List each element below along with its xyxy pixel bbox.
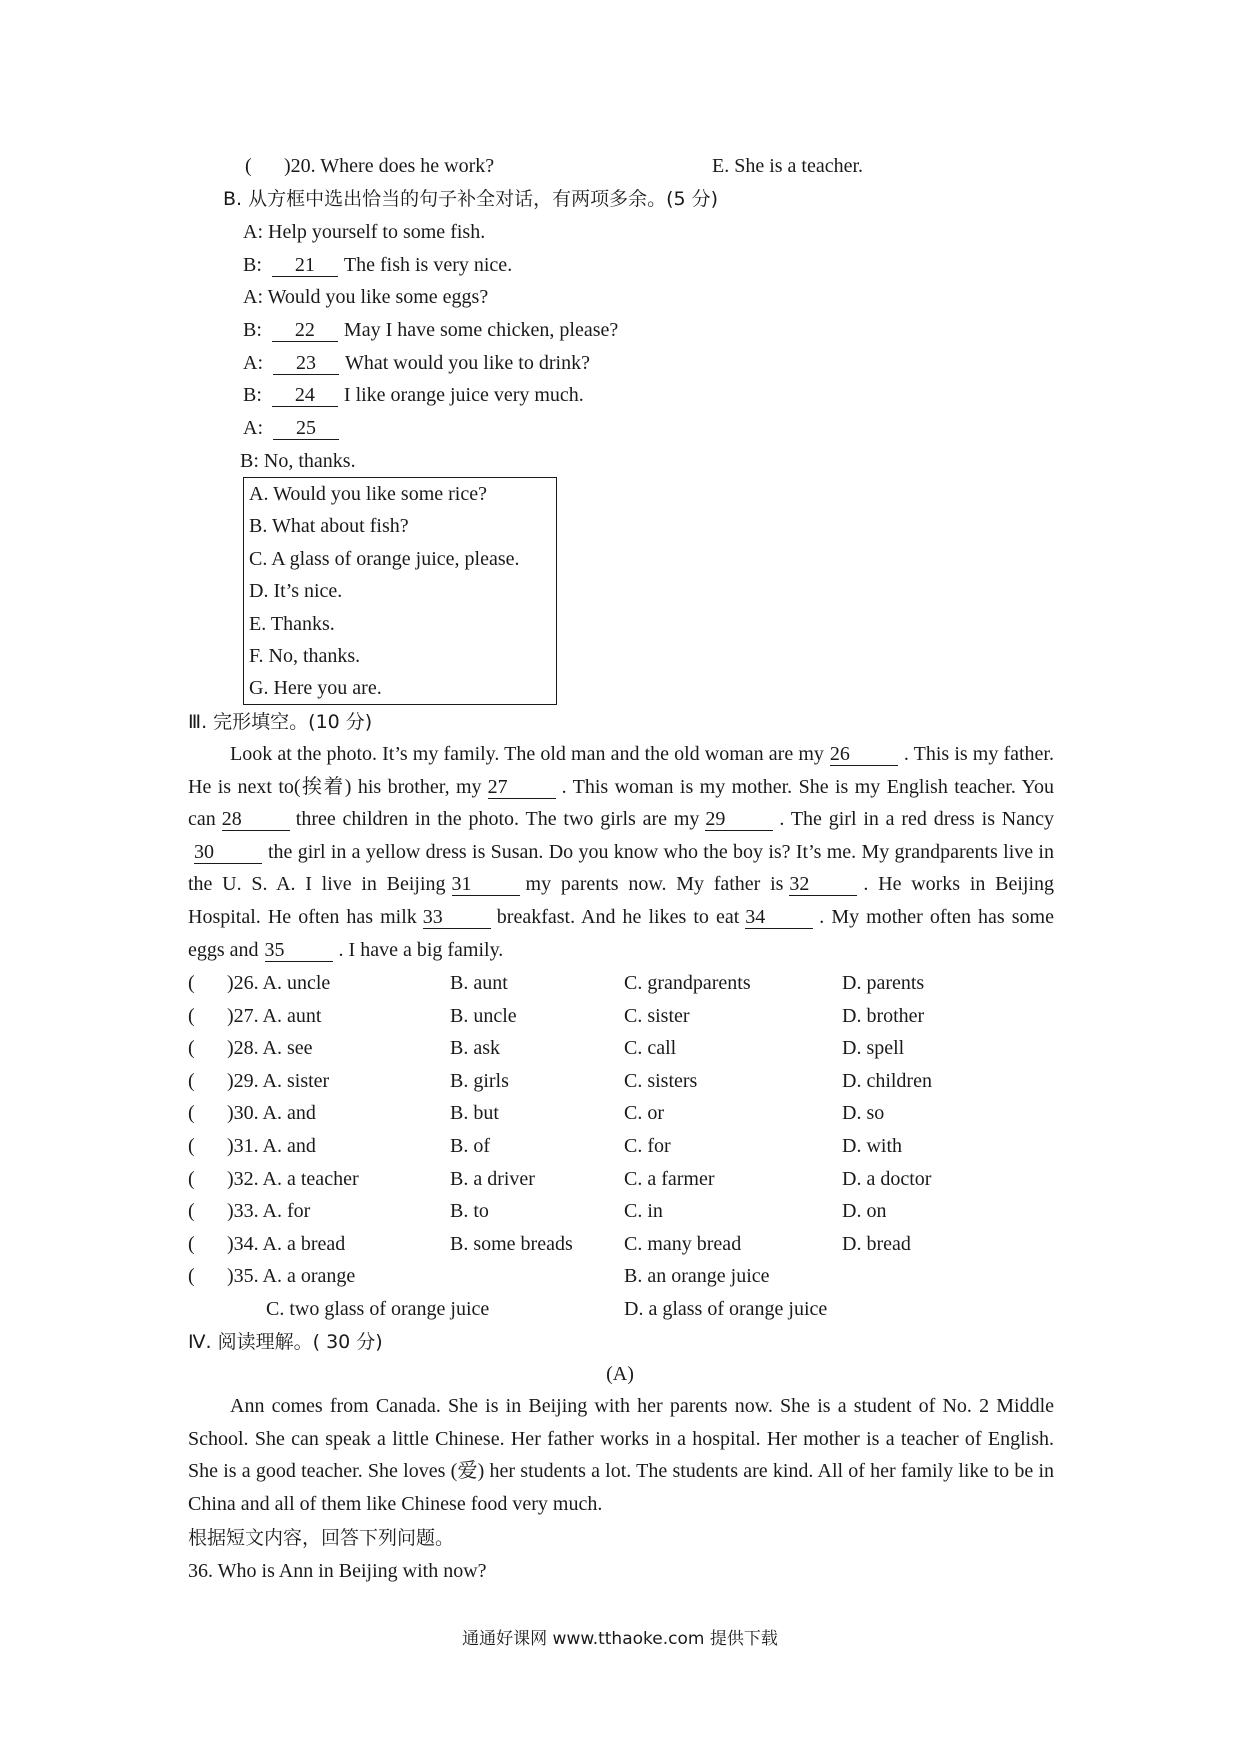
- option-b: B. of: [450, 1135, 490, 1157]
- option-a: )29. A. sister: [227, 1069, 330, 1092]
- dialogue-text: Would you like some eggs?: [267, 286, 489, 308]
- answer-paren: (: [188, 1069, 195, 1092]
- answer-blank[interactable]: 23: [273, 352, 339, 375]
- section-b-title: B. 从方框中选出恰当的句子补全对话，有两项多余。(5 分): [223, 188, 719, 210]
- dialogue-speaker: B:: [243, 384, 262, 406]
- cloze-text: breakfast. And he likes to eat: [496, 905, 740, 928]
- cloze-question-row: [0, 1000, 1240, 1033]
- cloze-blank[interactable]: 31: [452, 873, 520, 896]
- cloze-text: . I have a big family.: [338, 938, 504, 961]
- answer-paren: (: [188, 1167, 195, 1190]
- option-c: C. or: [624, 1102, 664, 1125]
- dialogue-speaker: B:: [240, 450, 259, 472]
- option-d: D. on: [842, 1200, 887, 1223]
- cloze-blank[interactable]: 35: [265, 939, 333, 962]
- dialogue-text: I like orange juice very much.: [343, 384, 584, 406]
- dialogue-text: May I have some chicken, please?: [343, 319, 619, 341]
- dialogue-speaker: A:: [243, 286, 263, 308]
- cloze-text: three children in the photo. The two girls are my: [295, 808, 700, 831]
- dialogue-line: [243, 249, 512, 282]
- q35-option-a: )35. A. a orange: [227, 1265, 356, 1287]
- option-b: B. a driver: [450, 1167, 535, 1190]
- cloze-blank[interactable]: 30: [194, 841, 262, 864]
- box-option: G. Here you are.: [249, 677, 382, 700]
- cloze-text: . He works in Beijing Hospital. He often has milk: [188, 873, 1054, 928]
- dialogue-speaker: B:: [243, 319, 262, 341]
- dialogue-text: The fish is very nice.: [343, 254, 513, 276]
- dialogue-text: What would you like to drink?: [345, 352, 590, 374]
- cloze-question-row: [0, 1163, 1240, 1196]
- cloze-text: my parents now. My father is: [525, 873, 784, 896]
- answer-paren: (: [188, 1004, 195, 1027]
- cloze-blank[interactable]: 34: [745, 906, 813, 929]
- option-b: B. some breads: [450, 1232, 573, 1255]
- dialogue-line: [243, 379, 584, 412]
- answer-paren: (: [188, 1200, 195, 1223]
- option-d: D. spell: [842, 1037, 905, 1060]
- box-option: E. Thanks.: [249, 612, 335, 635]
- option-c: C. sister: [624, 1004, 690, 1027]
- dialogue-line: [240, 445, 356, 478]
- footer-credit: 通通好课网 www.tthaoke.com 提供下载: [462, 1629, 778, 1649]
- option-b: B. to: [450, 1200, 489, 1223]
- option-c: C. in: [624, 1200, 663, 1223]
- option-c: C. call: [624, 1037, 677, 1060]
- cloze-question-row: [0, 1228, 1240, 1261]
- dialogue-line: [243, 347, 590, 380]
- option-d: D. so: [842, 1102, 885, 1125]
- box-option: B. What about fish?: [249, 515, 409, 538]
- cloze-blank[interactable]: 33: [423, 906, 491, 929]
- q35-option-c: C. two glass of orange juice: [266, 1298, 490, 1320]
- option-d: D. with: [842, 1135, 902, 1157]
- option-a: )27. A. aunt: [227, 1004, 322, 1027]
- option-a: )30. A. and: [227, 1102, 316, 1125]
- cloze-passage: [188, 738, 1054, 966]
- box-option: C. A glass of orange juice, please.: [249, 547, 520, 570]
- dialogue-speaker: A:: [243, 417, 263, 439]
- answer-blank[interactable]: 25: [273, 417, 339, 440]
- q35-paren: (: [188, 1265, 195, 1287]
- answer-paren: (: [188, 1102, 195, 1125]
- option-a: )32. A. a teacher: [227, 1167, 359, 1190]
- cloze-text: the girl in a yellow dress is Susan. Do you know who the boy is? It’s me. My grandparents live in the U. S. A. I live in Beijing: [188, 840, 1054, 896]
- cloze-question-row: [0, 1195, 1240, 1228]
- cloze-blank[interactable]: 27: [488, 776, 556, 799]
- cloze-text: . The girl in a red dress is Nancy: [779, 808, 1054, 831]
- q20-text: )20. Where does he work?: [284, 155, 495, 177]
- answer-blank[interactable]: 24: [272, 384, 338, 407]
- option-a: )34. A. a bread: [227, 1232, 346, 1255]
- dialogue-line: [243, 216, 485, 249]
- option-d: D. brother: [842, 1004, 925, 1027]
- q35-option-d: D. a glass of orange juice: [624, 1298, 828, 1320]
- question-35: [0, 1260, 1240, 1293]
- option-a: )31. A. and: [227, 1135, 316, 1157]
- answer-blank[interactable]: 21: [272, 254, 338, 277]
- cloze-text: Look at the photo. It’s my family. The old man and the old woman are my: [230, 743, 824, 765]
- option-b: B. uncle: [450, 1004, 517, 1027]
- option-d: D. bread: [842, 1232, 911, 1255]
- cloze-question-row: [0, 1032, 1240, 1065]
- q35-option-b: B. an orange juice: [624, 1265, 770, 1287]
- answer-paren: (: [188, 1135, 195, 1157]
- cloze-blank[interactable]: 28: [222, 808, 290, 831]
- option-d: D. children: [842, 1069, 932, 1092]
- options-box: [243, 477, 557, 705]
- section-4-title: Ⅳ. 阅读理解。( 30 分): [188, 1331, 383, 1353]
- option-c: C. grandparents: [624, 972, 751, 994]
- dialogue-speaker: B:: [243, 254, 262, 276]
- cloze-question-row: [0, 1097, 1240, 1130]
- option-b: B. but: [450, 1102, 499, 1125]
- cloze-text: . This woman is my mother. She is my English teacher. You can: [188, 775, 1054, 831]
- cloze-blank[interactable]: 26: [830, 743, 898, 766]
- dialogue-line: [243, 314, 618, 347]
- answer-paren: (: [188, 1232, 195, 1255]
- cloze-blank[interactable]: 32: [789, 873, 857, 896]
- dialogue-speaker: A:: [243, 221, 263, 243]
- section-3-title: Ⅲ. 完形填空。(10 分): [188, 711, 373, 733]
- option-a: )26. A. uncle: [227, 972, 331, 994]
- reading-instruction: 根据短文内容，回答下列问题。: [188, 1527, 455, 1549]
- reading-passage: [188, 1390, 1054, 1520]
- option-c: C. a farmer: [624, 1167, 715, 1190]
- option-c: C. for: [624, 1135, 671, 1157]
- box-option: A. Would you like some rice?: [249, 483, 487, 505]
- question-35-cont: [0, 1293, 1240, 1326]
- reading-passage-text: Ann comes from Canada. She is in Beijing with her parents now. She is a student of No. 2 Middle School. She can speak a little Chinese. Her father works in a hospital. Her mother is a teacher of English. She is a good teacher. She loves (爱) her students a lot. The students are kind. All of her family like to be in China and all of them like Chinese food very much.: [188, 1395, 1054, 1515]
- cloze-text: . This is my father. He is next to(挨着) his brother, my: [188, 743, 1054, 798]
- option-b: B. girls: [450, 1069, 509, 1092]
- dialogue-line: [243, 412, 345, 445]
- q20-option: E. She is a teacher.: [712, 155, 864, 177]
- option-c: C. sisters: [624, 1069, 698, 1092]
- answer-paren: (: [188, 1037, 195, 1060]
- answer-blank[interactable]: 22: [272, 319, 338, 342]
- option-d: D. parents: [842, 972, 925, 994]
- answer-paren: (: [188, 972, 195, 994]
- cloze-question-row: [0, 967, 1240, 1000]
- box-option: D. It’s nice.: [249, 580, 343, 603]
- box-option: F. No, thanks.: [249, 645, 361, 667]
- cloze-question-row: [0, 1065, 1240, 1098]
- cloze-question-row: [0, 1130, 1240, 1163]
- cloze-blank[interactable]: 29: [705, 808, 773, 831]
- question-36: 36. Who is Ann in Beijing with now?: [188, 1560, 487, 1582]
- dialogue-text: No, thanks.: [263, 450, 356, 472]
- cloze-text: . My mother often has some eggs and: [188, 905, 1054, 961]
- dialogue-speaker: A:: [243, 352, 263, 374]
- q20-paren: (: [245, 155, 252, 177]
- dialogue-text: Help yourself to some fish.: [268, 221, 486, 243]
- option-a: )33. A. for: [227, 1200, 311, 1223]
- part-label: (A): [606, 1363, 634, 1385]
- option-d: D. a doctor: [842, 1167, 932, 1190]
- option-c: C. many bread: [624, 1232, 742, 1255]
- option-b: B. ask: [450, 1037, 500, 1060]
- option-b: B. aunt: [450, 972, 508, 994]
- option-a: )28. A. see: [227, 1037, 313, 1060]
- dialogue-line: [243, 281, 488, 314]
